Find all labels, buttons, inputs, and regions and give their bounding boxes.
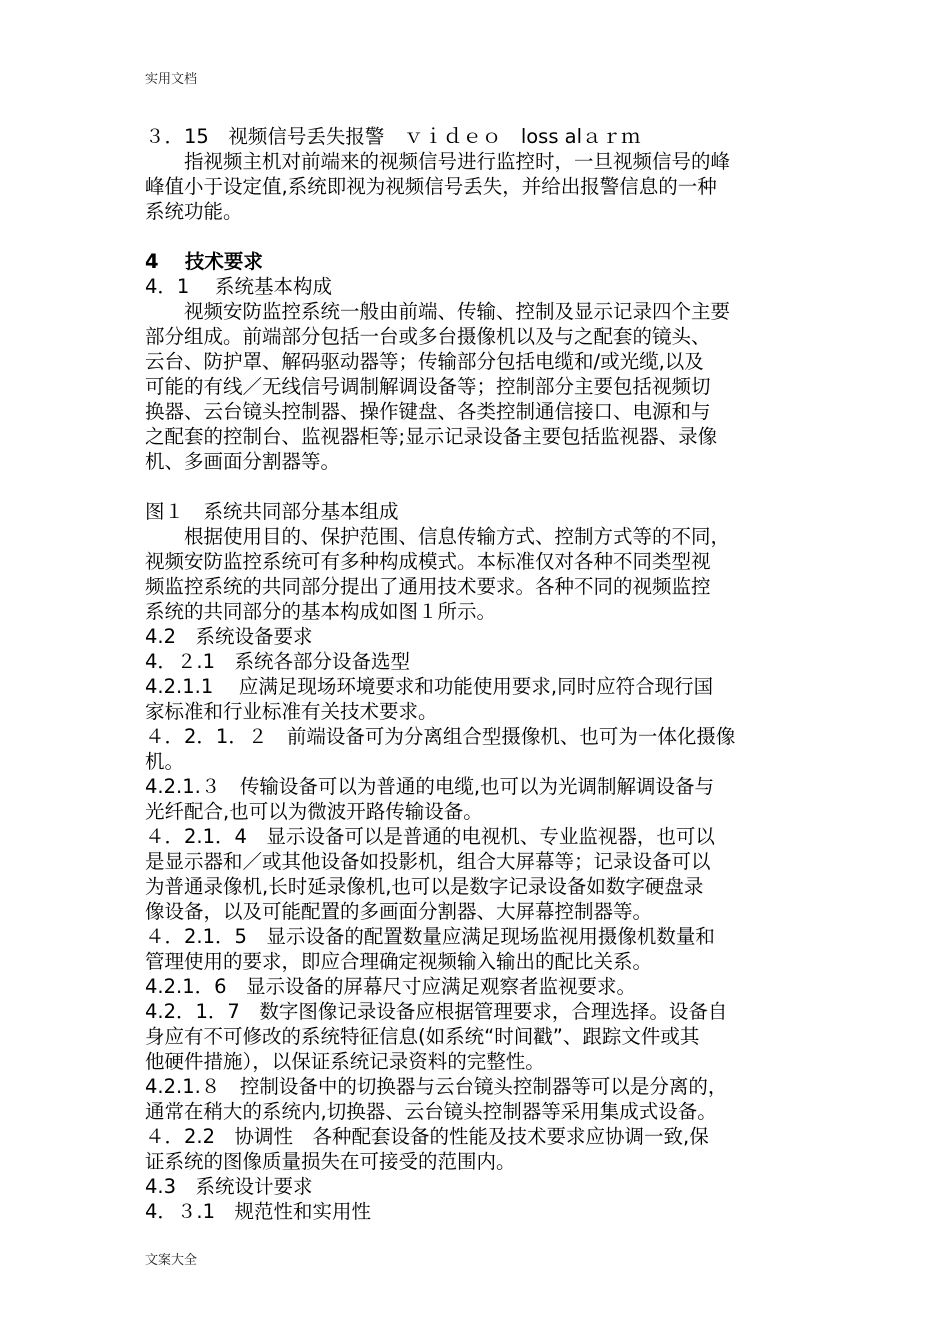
paragraph-line: ４．2.1．4 显示设备可以是普通的电视机、专业监视器，也可以 bbox=[145, 825, 715, 848]
paragraph-line: 系统功能。 bbox=[145, 200, 243, 223]
paragraph-line: 身应有不可修改的系统特征信息(如系统“时间戳”、跟踪文件或其 bbox=[145, 1025, 700, 1048]
paragraph-line: 4.2.1.８ 控制设备中的切换器与云台镜头控制器等可以是分离的， bbox=[145, 1075, 728, 1098]
paragraph-line: 之配套的控制台、监视器柜等;显示记录设备主要包括监视器、录像 bbox=[145, 425, 718, 448]
blank-line bbox=[145, 224, 813, 249]
paragraph-line: 4.2.1.1 应满足现场环境要求和功能使用要求,同时应符合现行国 bbox=[145, 675, 714, 698]
section-4-1-title: 4．1 系统基本构成 bbox=[145, 275, 333, 298]
document-body bbox=[145, 124, 813, 1224]
paragraph-line: 他硬件措施），以保证系统记录资料的完整性。 bbox=[145, 1050, 545, 1073]
section-3-15-title: ３．15 视频信号丢失报警 ｖｉｄｅｏ loss alａｒｍ bbox=[145, 125, 641, 148]
paragraph-line: 峰值小于设定值,系统即视为视频信号丢失，并给出报警信息的一种 bbox=[145, 175, 717, 198]
paragraph-line: 管理使用的要求，即应合理确定视频输入输出的配比关系。 bbox=[145, 950, 653, 973]
page-header: 实用文档 bbox=[145, 72, 198, 87]
section-4-2-1-title: 4．２.1 系统各部分设备选型 bbox=[145, 650, 411, 673]
blank-line bbox=[145, 474, 813, 499]
figure-1-caption: 图１ 系统共同部分基本组成 bbox=[145, 500, 399, 523]
paragraph-line: 云台、防护罩、解码驱动器等；传输部分包括电缆和/或光缆,以及 bbox=[145, 350, 704, 373]
section-4-3-title: 4.3 系统设计要求 bbox=[145, 1175, 313, 1198]
section-4-2-title: 4.2 系统设备要求 bbox=[145, 625, 313, 648]
paragraph-line: 根据使用目的、保护范围、信息传输方式、控制方式等的不同， bbox=[145, 525, 731, 548]
paragraph-line: 视频安防监控系统可有多种构成模式。本标准仅对各种不同类型视 bbox=[145, 550, 711, 573]
paragraph-line: 4.2.1.３ 传输设备可以为普通的电缆,也可以为光调制解调设备与 bbox=[145, 775, 715, 798]
section-4-3-1-title: 4．３.1 规范性和实用性 bbox=[145, 1200, 372, 1223]
paragraph-line: 4.2.1．6 显示设备的屏幕尺寸应满足观察者监视要求。 bbox=[145, 975, 637, 998]
paragraph-line: 系统的共同部分的基本构成如图１所示。 bbox=[145, 600, 497, 623]
paragraph-line: 指视频主机对前端来的视频信号进行监控时，一旦视频信号的峰 bbox=[145, 150, 731, 173]
paragraph-line: 部分组成。前端部分包括一台或多台摄像机以及与之配套的镜头、 bbox=[145, 325, 711, 348]
paragraph-line: 像设备，以及可能配置的多画面分割器、大屏幕控制器等。 bbox=[145, 900, 653, 923]
paragraph-line: 证系统的图像质量损失在可接受的范围内。 bbox=[145, 1150, 516, 1173]
paragraph-line: ４．2．1．２ 前端设备可为分离组合型摄像机、也可为一体化摄像 bbox=[145, 725, 736, 748]
paragraph-line: 光纤配合,也可以为微波开路传输设备。 bbox=[145, 800, 483, 823]
paragraph-line: ４．2.1．5 显示设备的配置数量应满足现场监视用摄像机数量和 bbox=[145, 925, 715, 948]
paragraph-line: ４．2.2 协调性 各种配套设备的性能及技术要求应协调一致,保 bbox=[145, 1125, 709, 1148]
section-4-heading: 4 技术要求 bbox=[145, 250, 263, 273]
paragraph-line: 为普通录像机,长时延录像机,也可以是数字记录设备如数字硬盘录 bbox=[145, 875, 704, 898]
paragraph-line: 可能的有线／无线信号调制解调设备等；控制部分主要包括视频切 bbox=[145, 375, 711, 398]
paragraph-line: 机。 bbox=[145, 750, 185, 773]
paragraph-line: 机、多画面分割器等。 bbox=[145, 450, 341, 473]
paragraph-line: 频监控系统的共同部分提出了通用技术要求。各种不同的视频监控 bbox=[145, 575, 711, 598]
paragraph-line: 家标准和行业标准有关技术要求。 bbox=[145, 700, 438, 723]
paragraph-line: 是显示器和／或其他设备如投影机，组合大屏幕等；记录设备可以 bbox=[145, 850, 711, 873]
paragraph-line: 4.2．1．7 数字图像记录设备应根据管理要求，合理选择。设备自 bbox=[145, 1000, 728, 1023]
page-footer: 文案大全 bbox=[145, 1253, 198, 1268]
paragraph-line: 换器、云台镜头控制器、操作键盘、各类控制通信接口、电源和与 bbox=[145, 400, 711, 423]
paragraph-line: 通常在稍大的系统内,切换器、云台镜头控制器等采用集成式设备。 bbox=[145, 1100, 717, 1123]
paragraph-line: 视频安防监控系统一般由前端、传输、控制及显示记录四个主要 bbox=[145, 300, 731, 323]
